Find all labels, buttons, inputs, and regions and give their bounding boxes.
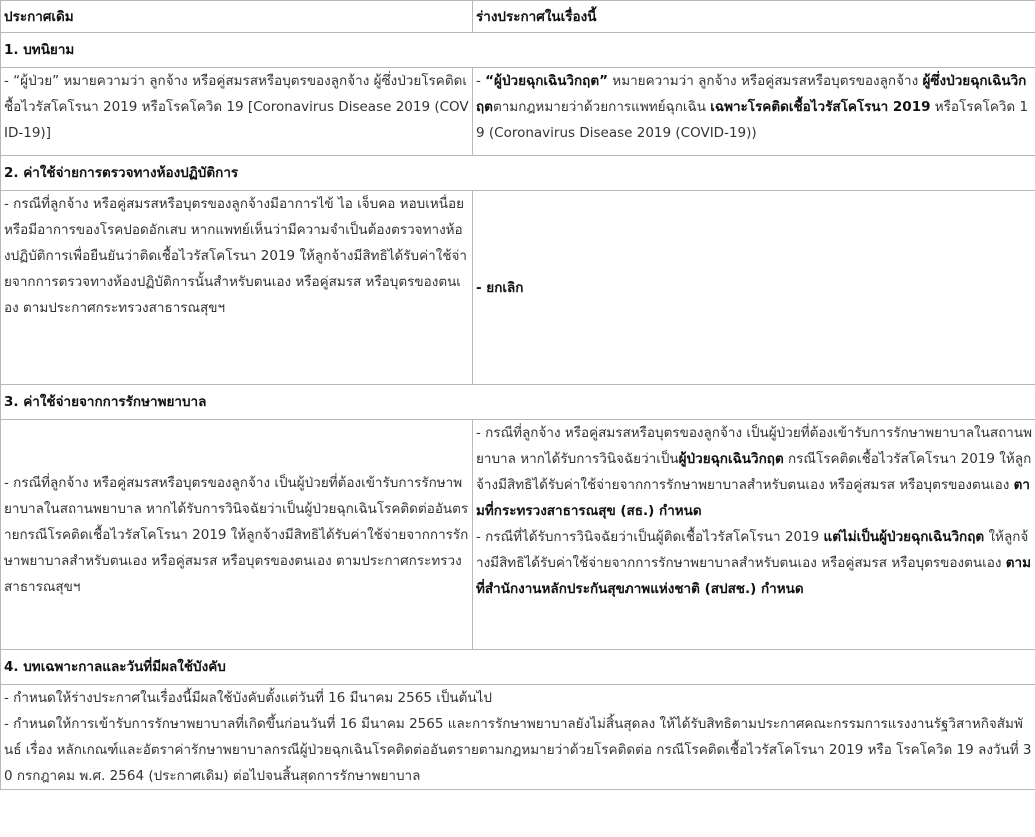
text-fragment: -	[476, 73, 486, 89]
draft-treatment-para-1	[476, 420, 1032, 524]
draft-treatment-para-2	[476, 524, 1032, 602]
bold-fragment: ผู้ป่วยฉุกเฉินวิกฤต	[678, 451, 784, 467]
header-old-announcement: ประกาศเดิม	[1, 1, 473, 33]
text-fragment: กรณีโรคติดเชื้อไวรัสโคโรนา 2019 ให้ลูกจ้างมีสิทธิได้รับค่าใช้จ่ายจากการรักษาพยาบาลสำหรับตนเอง หรือคู่สมรส หรือบุตรของตนเอง	[476, 451, 1032, 493]
text-fragment: หมายความว่า ลูกจ้าง หรือคู่สมรสหรือบุตรของลูกจ้าง	[608, 73, 923, 89]
text-fragment: ตามกฎหมายว่าด้วยการแพทย์ฉุกเฉิน	[492, 99, 711, 115]
bold-fragment: แต่ไม่เป็นผู้ป่วยฉุกเฉินวิกฤต	[823, 529, 985, 545]
table-row	[1, 685, 1035, 790]
section-2-old-text	[1, 191, 473, 385]
section-1-old-text	[1, 68, 473, 156]
text-fragment: - กรณีที่ได้รับการวินิจฉัยว่าเป็นผู้ติดเชื้อไวรัสโคโรนา 2019	[476, 529, 824, 545]
bold-fragment: เฉพาะโรคติดเชื้อไวรัสโคโรนา 2019	[710, 99, 931, 115]
section-row	[1, 156, 1035, 191]
cancelled-label: - ยกเลิก	[476, 279, 524, 296]
section-row	[1, 385, 1035, 420]
section-3-old-text	[1, 420, 473, 650]
table-row	[1, 68, 1035, 156]
section-row	[1, 33, 1035, 68]
bold-fragment: “ผู้ป่วยฉุกเฉินวิกฤต”	[485, 73, 608, 89]
section-row	[1, 650, 1035, 685]
section-1-title: 1. บทนิยาม	[1, 33, 1035, 68]
bold-fragment: ตามที่กระทรวงสาธารณสุข (สธ.) กำหนด	[476, 477, 1030, 519]
text-fragment: ให้ลูกจ้างมีสิทธิได้รับค่าใช้จ่ายจากการรักษาพยาบาลสำหรับตนเอง หรือคู่สมรส หรือบุตรของตนเอง	[476, 529, 1029, 571]
section-1-draft-text	[473, 68, 1035, 156]
section-3-draft-text	[473, 420, 1035, 650]
section-2-draft-text	[473, 191, 1035, 385]
old-treatment-cost-text: - กรณีที่ลูกจ้าง หรือคู่สมรสหรือบุตรของลูกจ้าง เป็นผู้ป่วยที่ต้องเข้ารับการรักษาพยาบาลในสถานพยาบาล หากได้รับการวินิจฉัยว่าเป็นผู้ป่วยฉุกเฉินโรคติดต่ออันตรายกรณีโรคติดเชื้อไวรัสโคโรนา 2019 ให้ลูกจ้างมีสิทธิได้รับค่าใช้จ่ายจากการรักษาพยาบาลสำหรับตนเอง หรือคู่สมรส หรือบุตรของตนเอง ตามประกาศกระทรวงสาธารณสุขฯ	[4, 474, 469, 595]
text-fragment: หรือโรคโควิด 19 (Coronavirus Disease 2019 (COVID-19))	[476, 99, 1029, 141]
transitional-provision-text: - กำหนดให้การเข้ารับการรักษาพยาบาลที่เกิดขึ้นก่อนวันที่ 16 มีนาคม 2565 และการรักษาพยาบาลยังไม่สิ้นสุดลง ให้ได้รับสิทธิตามประกาศคณะกรรมการแรงงานรัฐวิสาหกิจสัมพันธ์ เรื่อง หลักเกณฑ์และอัตราค่ารักษาพยาบาลกรณีผู้ป่วยฉุกเฉินโรคติดต่ออันตรายตามกฎหมายว่าด้วยโรคติดต่อ กรณีโรคติดเชื้อไวรัสโคโรนา 2019 หรือ โรคโควิด 19 ลงวันที่ 30 กรกฎาคม พ.ศ. 2564 (ประกาศเดิม) ต่อไปจนสิ้นสุดการรักษาพยาบาล	[4, 716, 1032, 784]
table-row	[1, 191, 1035, 385]
text-fragment: - กรณีที่ลูกจ้าง หรือคู่สมรสหรือบุตรของลูกจ้าง เป็นผู้ป่วยที่ต้องเข้ารับการรักษาพยาบาลในสถานพยาบาล หากได้รับการวินิจฉัยว่าเป็น	[476, 425, 1032, 467]
section-2-title: 2. ค่าใช้จ่ายการตรวจทางห้องปฏิบัติการ	[1, 156, 1035, 191]
bold-fragment: ตามที่สำนักงานหลักประกันสุขภาพแห่งชาติ (สปสช.) กำหนด	[476, 555, 1031, 597]
header-draft-announcement: ร่างประกาศในเรื่องนี้	[473, 1, 1035, 33]
section-4-text	[1, 685, 1035, 790]
effective-date-text: - กำหนดให้ร่างประกาศในเรื่องนี้มีผลใช้บังคับตั้งแต่วันที่ 16 มีนาคม 2565 เป็นต้นไป	[4, 690, 492, 706]
header-row	[1, 1, 1035, 33]
bold-fragment: ผู้ซึ่งป่วยฉุกเฉินวิกฤต	[476, 73, 1027, 115]
old-definition: - “ผู้ป่วย” หมายความว่า ลูกจ้าง หรือคู่สมรสหรือบุตรของลูกจ้าง ผู้ซึ่งป่วยโรคติดเชื้อไวรัสโคโรนา 2019 หรือโรคโควิด 19 [Coronavirus Disease 2019 (COVID-19)]	[4, 73, 469, 141]
old-lab-cost-text: - กรณีที่ลูกจ้าง หรือคู่สมรสหรือบุตรของลูกจ้างมีอาการไข้ ไอ เจ็บคอ หอบเหนื่อย หรือมีอาการของโรคปอดอักเสบ หากแพทย์เห็นว่ามีความจำเป็นต้องตรวจทางห้องปฏิบัติการเพื่อยืนยันว่าติดเชื้อไวรัสโคโรนา 2019 ให้ลูกจ้างมีสิทธิได้รับค่าใช้จ่ายจากการตรวจทางห้องปฏิบัติการนั้นสำหรับตนเอง หรือคู่สมรส หรือบุตรของตนเอง ตามประกาศกระทรวงสาธารณสุขฯ	[4, 196, 467, 316]
section-3-title: 3. ค่าใช้จ่ายจากการรักษาพยาบาล	[1, 385, 1035, 420]
table-row	[1, 420, 1035, 650]
section-4-title: 4. บทเฉพาะกาลและวันที่มีผลใช้บังคับ	[1, 650, 1035, 685]
